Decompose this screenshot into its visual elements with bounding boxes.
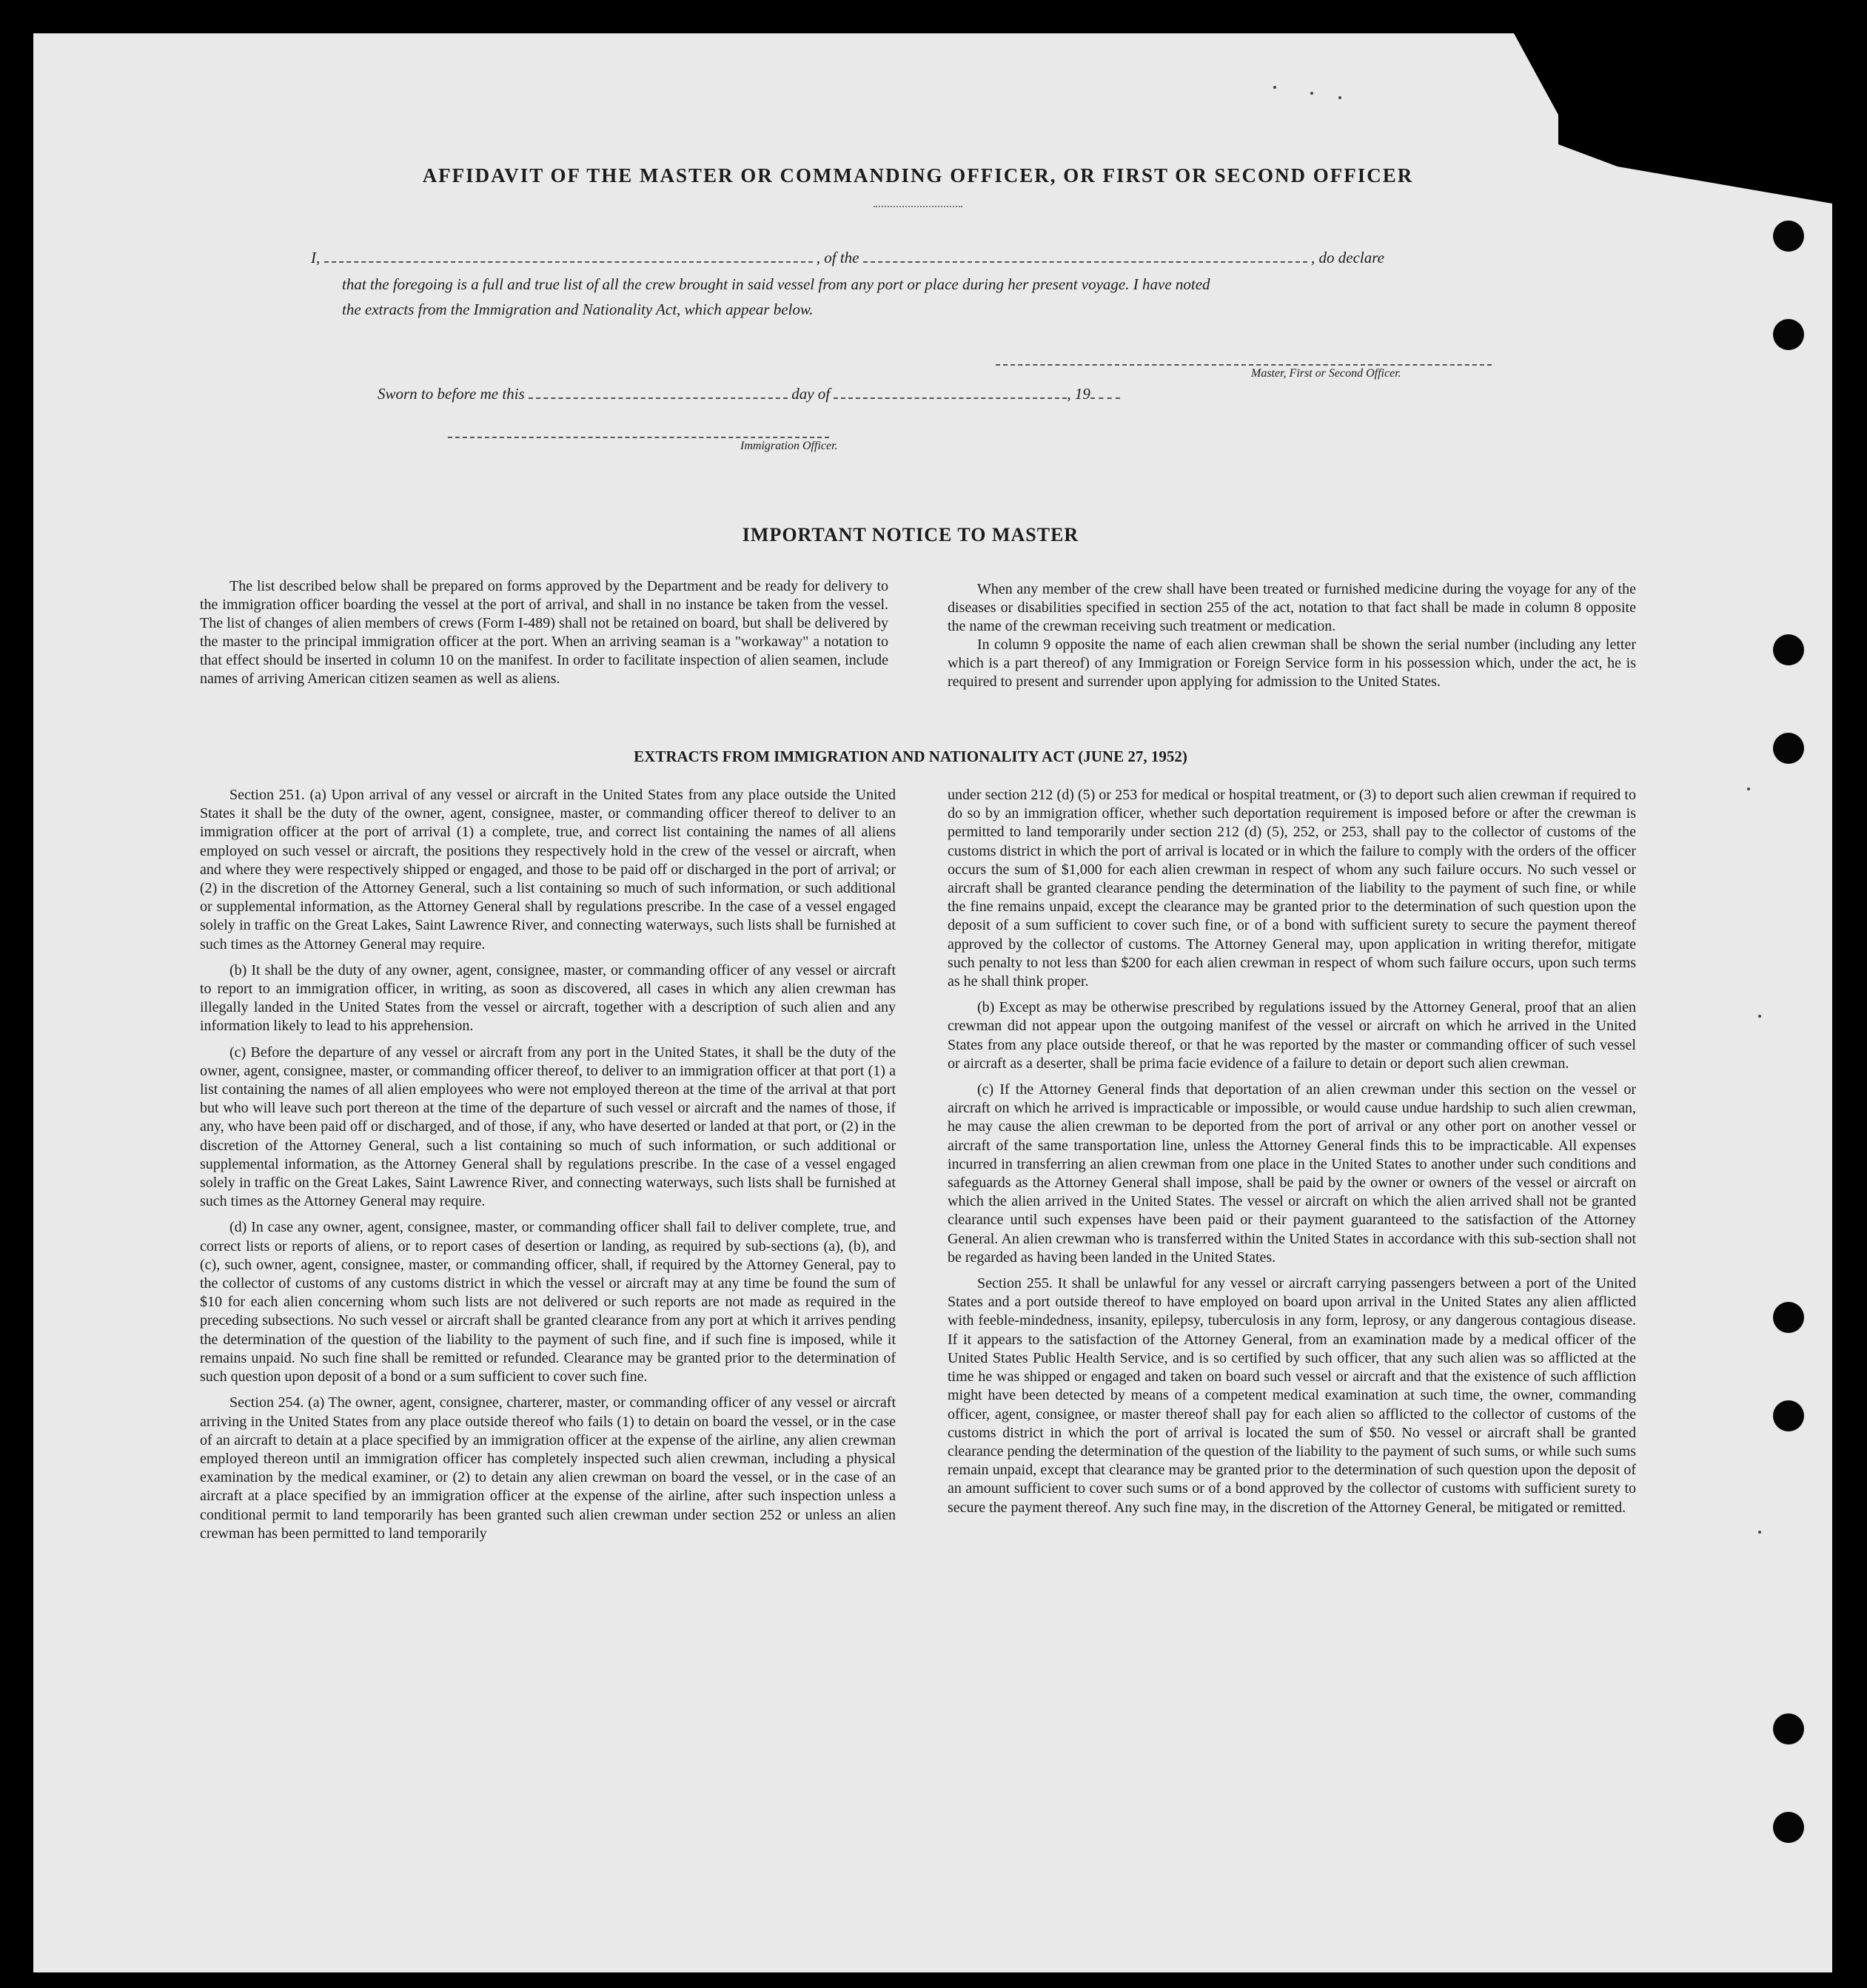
notice-paragraph: When any member of the crew shall have been treated or furnished medicine during the voyage for any of the diseases or disabilities specified in section 255 of the act, notation to that fact shall be made in column 8 opposite the name of the crewman receiving such treatment or medication.	[948, 581, 1636, 634]
notice-heading: IMPORTANT NOTICE TO MASTER	[742, 524, 1079, 545]
notice-left-column	[200, 577, 888, 688]
declaration-line-3: the extracts from the Immigration and Nationality Act, which appear below.	[342, 300, 814, 318]
binder-hole	[1773, 221, 1804, 252]
declaration-line-1	[311, 249, 1495, 267]
day-of-label: day of	[791, 385, 831, 403]
sworn-month-blank[interactable]	[834, 387, 1067, 399]
i-label: I,	[311, 249, 321, 266]
binder-hole	[1773, 1302, 1804, 1333]
master-signature-line[interactable]	[996, 364, 1492, 366]
year-blank[interactable]	[1090, 387, 1120, 399]
binder-hole	[1773, 1713, 1804, 1744]
section-251-c: (c) Before the departure of any vessel or aircraft from any port in the United States, it shall be the duty of the owner, agent, consignee, master, or commanding officer thereof, to deliver to an immigration officer at that port (1) a list containing the names of all alien employees who were not employed thereon at the time of the arrival at that port but who will leave such port thereon at the time of the departure of such vessel or aircraft and the names of those, if any, who have been paid off or discharged, and of those, if any, who have deserted or landed at that port, or (2) in the discretion of the Attorney General, such a list containing so much of such information, or such additional or supplemental information, as the Attorney General shall by regulations prescribe. In the case of a vessel engaged solely in traffic on the Great Lakes, Saint Lawrence River, and connecting waterways, such lists shall be furnished at such times as the Attorney General may require.	[200, 1044, 896, 1210]
section-255: Section 255. It shall be unlawful for any vessel or aircraft carrying passengers between a port of the United States and a port outside thereof to have employed on board upon arrival in the United States any alien afflicted with feeble-mindedness, insanity, epilepsy, tuberculosis in any form, leprosy, or any dangerous contagious disease. If it appears to the satisfaction of the Attorney General, from an examination made by a medical officer of the United States Public Health Service, and is so certified by such officer, that any such alien was so afflicted at the time he was shipped or engaged and taken on board such vessel or aircraft and that the existence of such affliction might have been detected by means of a competent medical examination at such time, the owner, commanding officer, agent, consignee, or master thereof shall pay for each alien so afflicted to the collector of customs of the customs district in which the port of arrival is located the sum of $50. No vessel or aircraft shall be granted clearance pending the determination of the question of the liability to the payment of such sums, or while such sums remain unpaid, except that clearance may be granted prior to the determination of such question upon the deposit of an amount sufficient to cover such sums or of a bond approved by the collector of customs with sufficient surety to secure the payment thereof. Any such fine may, in the discretion of the Attorney General, be mitigated or remitted.	[948, 1275, 1636, 1516]
binder-hole	[1773, 1400, 1804, 1431]
section-251-d: (d) In case any owner, agent, consignee, master, or commanding officer shall fail to deliver complete, true, and correct lists or reports of aliens, or to report cases of desertion or landing, as required by sub-sections (a), (b), and (c), such owner, agent, consignee, master, or commanding officer, shall, if required by the Attorney General, pay to the collector of customs of any customs district in which the vessel or aircraft may at any time be found the sum of $10 for each alien concerning whom such lists are not delivered or such reports are not made as required in the preceding subsections. No such vessel or aircraft shall be granted clearance from any port at which it arrives pending the determination of the question of the liability to the payment of such fine, and if such fine is imposed, while it remains unpaid. No such fine shall be remitted or refunded. Clearance may be granted prior to the determination of such question upon deposit of a bond or a sum sufficient to cover such fine.	[200, 1219, 896, 1386]
master-caption: Master, First or Second Officer.	[1251, 367, 1401, 380]
notice-right-column	[948, 580, 1636, 691]
section-254-b: (b) Except as may be otherwise prescribed by regulations issued by the Attorney General, proof that an alien crewman did not appear upon the outgoing manifest of the vessel or aircraft on which he arrived in the United States from any place outside thereof, or that he was reported by the master or commanding officer of such vessel or aircraft as a deserter, shall be prima facie evidence of a failure to detain or deport such alien crewman.	[948, 999, 1636, 1072]
sworn-day-blank[interactable]	[529, 387, 788, 399]
year-label: , 19	[1067, 385, 1090, 403]
extracts-left-column	[200, 786, 896, 1551]
sworn-label: Sworn to before me this	[378, 385, 525, 403]
binder-hole	[1773, 634, 1804, 665]
declaration-line-2: that the foregoing is a full and true list of all the crew brought in said vessel from any port or place during her present voyage. I have noted	[342, 275, 1210, 293]
extracts-right-column	[948, 786, 1636, 1525]
section-251-a: Section 251. (a) Upon arrival of any vessel or aircraft in the United States from any place outside the United States it shall be the duty of the owner, agent, consignee, master, or commanding officer thereof to deliver to an immigration officer at the port of arrival (1) a complete, true, and correct list containing the names of all aliens employed on such vessel or aircraft, the positions they respectively hold in the crew of the vessel or aircraft, when and where they were respectively shipped or engaged, and those to be paid off or discharged in the port of arrival; or (2) in the discretion of the Attorney General, such a list containing so much of such information, or such additional or supplemental information, as the Attorney General shall by regulations prescribe. In the case of a vessel engaged solely in traffic on the Great Lakes, Saint Lawrence River, and connecting waterways, such lists shall be furnished at such times as the Attorney General may require.	[200, 787, 896, 953]
binder-hole	[1773, 1812, 1804, 1843]
do-declare-label: , do declare	[1311, 249, 1384, 266]
section-251-b: (b) It shall be the duty of any owner, agent, consignee, master, or commanding officer of any vessel or aircraft to report to an immigration officer, in writing, as soon as discovered, all cases in which any alien crewman has illegally landed in the United States from the vessel or aircraft, together with a description of such alien and any information likely to lead to his apprehension.	[200, 961, 896, 1035]
name-blank[interactable]	[324, 251, 813, 263]
vessel-blank[interactable]	[863, 251, 1307, 263]
sworn-line	[378, 385, 1266, 403]
divider	[874, 206, 962, 207]
extracts-heading: EXTRACTS FROM IMMIGRATION AND NATIONALITY ACT (JUNE 27, 1952)	[634, 748, 1187, 765]
notice-paragraph: The list described below shall be prepared on forms approved by the Department and be ready for delivery to the immigration officer boarding the vessel at the port of arrival, and shall in no instance be taken from the vessel. The list of changes of alien members of crews (Form I-489) shall not be retained on board, but shall be delivered by the master to the principal immigration officer at the port. When an arriving seaman is a "workaway" a notation to that effect should be inserted in column 10 on the manifest. In order to facilitate inspection of alien seamen, include names of arriving American citizen seamen as well as aliens.	[200, 578, 888, 687]
officer-signature-line[interactable]	[448, 437, 829, 438]
binder-hole	[1773, 319, 1804, 350]
affidavit-title: AFFIDAVIT OF THE MASTER OR COMMANDING OFFICER, OR FIRST OR SECOND OFFICER	[422, 164, 1414, 187]
section-254-a: Section 254. (a) The owner, agent, consignee, charterer, master, or commanding officer of any vessel or aircraft arriving in the United States from any place outside thereof who fails (1) to detain on board the vessel, or in the case of an aircraft to detain at a place specified by an immigration officer at the expense of the airline, any alien crewman employed thereon until an immigration officer has completely inspected such alien crewman, including a physical examination by the medical examiner, or (2) to detain any alien crewman on board the vessel, or in the case of an aircraft at a place specified by an immigration officer at the expense of the airline, after such inspection unless a conditional permit to land temporarily has been granted such alien crewman under section 252 or unless an alien crewman has been permitted to land temporarily	[200, 1394, 896, 1542]
of-the-label: , of the	[816, 249, 859, 266]
notice-paragraph: In column 9 opposite the name of each alien crewman shall be shown the serial number (including any letter which is a part thereof) of any Immigration or Foreign Service form in his possession which, under the act, he is required to present and surrender upon applying for admission to the United States.	[948, 637, 1636, 690]
section-254-c: (c) If the Attorney General finds that deportation of an alien crewman under this section on the vessel or aircraft on which he arrived is impracticable or impossible, or would cause undue hardship to such alien crewman, he may cause the alien crewman to be deported from the port of arrival or any other port on another vessel or aircraft of the same transportation line, unless the Attorney General finds this to be impracticable. All expenses incurred in transferring an alien crewman from one place in the United States to another under such conditions and safeguards as the Attorney General shall impose, shall be paid by the owner or owners of the vessel or aircraft on which the alien arrived in the United States. The vessel or aircraft on which the alien arrived shall not be granted clearance until such expenses have been paid or their payment guaranteed to the satisfaction of the Attorney General. An alien crewman who is transferred within the United States in accordance with this sub-section shall not be regarded as having been landed in the United States.	[948, 1081, 1636, 1266]
officer-caption: Immigration Officer.	[740, 440, 838, 452]
binder-hole	[1773, 733, 1804, 764]
section-254-a-continued: under section 212 (d) (5) or 253 for medical or hospital treatment, or (3) to deport such alien crewman if required to do so by an immigration officer, whether such deportation requirement is imposed before or after the crewman is permitted to land temporarily under section 212 (d) (5), 252, or 253, shall pay to the collector of customs of the customs district in which the port of arrival is located or in which the failure to comply with the orders of the officer occurs the sum of $1,000 for each alien crewman in respect of whom any such failure occurs. No such vessel or aircraft shall be granted clearance pending the determination of the liability to the payment of such fine, or while the fine remains unpaid, except the clearance may be granted prior to the determination of such question upon the deposit of a sum sufficient to cover such fine, or of a bond with sufficient surety to secure the payment thereof approved by the collector of customs. The Attorney General may, upon application in writing therefor, mitigate such penalty to not less than $200 for each alien crewman in respect of whom such failure occurs, upon such terms as he shall think proper.	[948, 787, 1636, 990]
